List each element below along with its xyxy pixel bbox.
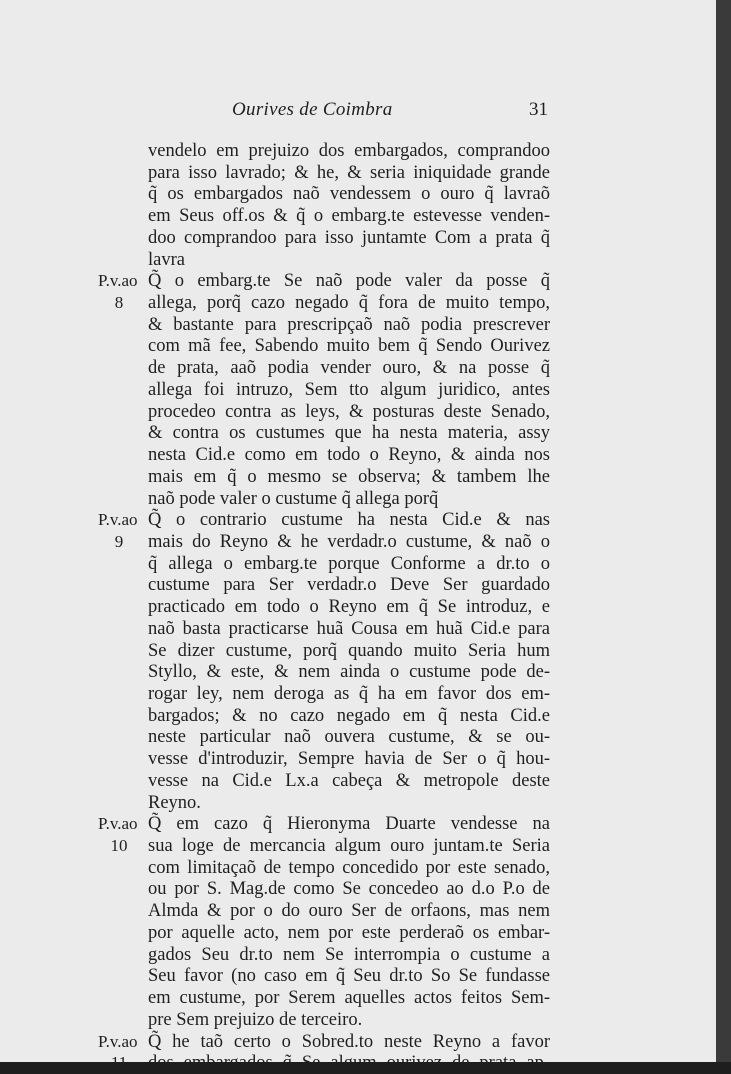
text-line: gados Seu dr.to nem Se interrompia o custume a [148, 944, 550, 965]
margin-note-number: 11 [110, 1053, 128, 1073]
text-line: com limitaçaõ de tempo concedido por este senado, [148, 857, 550, 878]
margin-note-number: 10 [110, 836, 128, 856]
text-line: Se dizer custume, porq̃ quando muito Seria hum [148, 640, 550, 661]
text-line: q̃ allega o embarg.te porque Conforme a dr.to o [148, 553, 550, 574]
text-line: custume para Ser verdadr.o Deve Ser guardado [148, 575, 550, 596]
text-line: Q̃ o contrario custume ha nesta Cid.e & nas [148, 510, 550, 531]
text-line: Seu favor (no caso em q̃ Seu dr.to So Se fundasse [148, 966, 550, 987]
text-line: por aquelle acto, nem por este perderaõ os embar- [148, 922, 550, 943]
text-line: Reyno. [148, 792, 201, 813]
text-line: vesse na Cid.e Lx.a cabeça & metropole deste [148, 770, 550, 791]
text-line: com mã fee, Sabendo muito bem q̃ Sendo Ourivez [148, 336, 550, 357]
text-line: Q̃ em cazo q̃ Hieronyma Duarte vendesse na [148, 814, 550, 835]
text-line: doo comprandoo para isso juntamte Com a prata q̃ [148, 227, 550, 248]
text-line: neste particular naõ ouvera custume, & se ou- [148, 727, 550, 748]
margin-note-number: 8 [114, 293, 124, 313]
text-line: Q̃ he taõ certo o Sobred.to neste Reyno a favor [148, 1031, 550, 1052]
text-line: dos embargados q̃ Se algum ourivez de prata ap- [148, 1053, 550, 1074]
text-line: vesse d'introduzir, Sempre havia de Ser o q̃ hou- [148, 749, 550, 770]
text-line: nesta Cid.e como em todo o Reyno, & ainda nos [148, 445, 550, 466]
margin-note-label: P.v.ao [98, 510, 138, 530]
running-header-title: Ourives de Coimbra [232, 99, 393, 120]
text-line: naõ basta practicarse huã Cousa em huã Cid.e para [148, 618, 550, 639]
text-line: lavra [148, 249, 185, 270]
text-line: sua loge de mercancia algum ouro juntam.te Seria [148, 836, 550, 857]
text-line: Q̃ o embarg.te Se naõ pode valer da posse q̃ [148, 271, 550, 292]
text-line: mais do Reyno & he verdadr.o custume, & naõ o [148, 531, 550, 552]
text-line: allega foi intruzo, Sem tto algum juridico, antes [148, 379, 550, 400]
margin-note-label: P.v.ao [98, 1031, 138, 1051]
text-line: mais em q̃ o mesmo se observa; & tambem lhe [148, 466, 550, 487]
text-line: ou por S. Mag.de como Se concedeo ao d.o P.o de [148, 879, 550, 900]
text-line: em custume, por Serem aquelles actos feitos Sem- [148, 988, 550, 1009]
text-line: em Seus off.os & q̃ o embarg.te estevesse venden- [148, 206, 550, 227]
text-line: para isso lavrado; & he, & seria iniquidade grande [148, 162, 550, 183]
text-line: vendelo em prejuizo dos embargados, comprandoo [148, 141, 550, 161]
text-line: & bastante para prescripçaõ naõ podia prescrever [148, 314, 550, 335]
page-number: 31 [529, 99, 548, 120]
margin-note-label: P.v.ao [98, 271, 138, 291]
text-line: naõ pode valer o custume q̃ allega porq̃ [148, 488, 439, 509]
text-line: rogar ley, nem deroga as q̃ ha em favor dos em- [148, 684, 550, 704]
text-line: & contra os custumes que ha nesta materia, assy [148, 423, 550, 444]
text-line: de prata, aaõ podia vender ouro, & na posse q̃ [148, 358, 550, 379]
text-line: bargados; & no cazo negado em q̃ nesta Cid.e [148, 705, 550, 726]
text-line: Almda & por o do ouro Ser de orfaons, mas nem [148, 901, 550, 922]
text-line: pre Sem prejuizo de terceiro. [148, 1009, 363, 1030]
margin-note-number: 9 [114, 531, 124, 551]
text-line: practicado em todo o Reyno em q̃ Se introduz, e [148, 597, 550, 618]
text-line: q̃ os embargados naõ vendessem o ouro q̃ lavraõ [148, 184, 550, 205]
text-line: allega, porq̃ cazo negado q̃ fora de muito tempo, [148, 293, 550, 314]
margin-note-label: P.v.ao [98, 814, 138, 834]
text-line: Styllo, & este, & nem ainda o custume pode de- [148, 662, 550, 683]
book-edge [716, 0, 731, 1062]
text-line: procedeo contra as leys, & posturas deste Senado, [148, 401, 550, 422]
